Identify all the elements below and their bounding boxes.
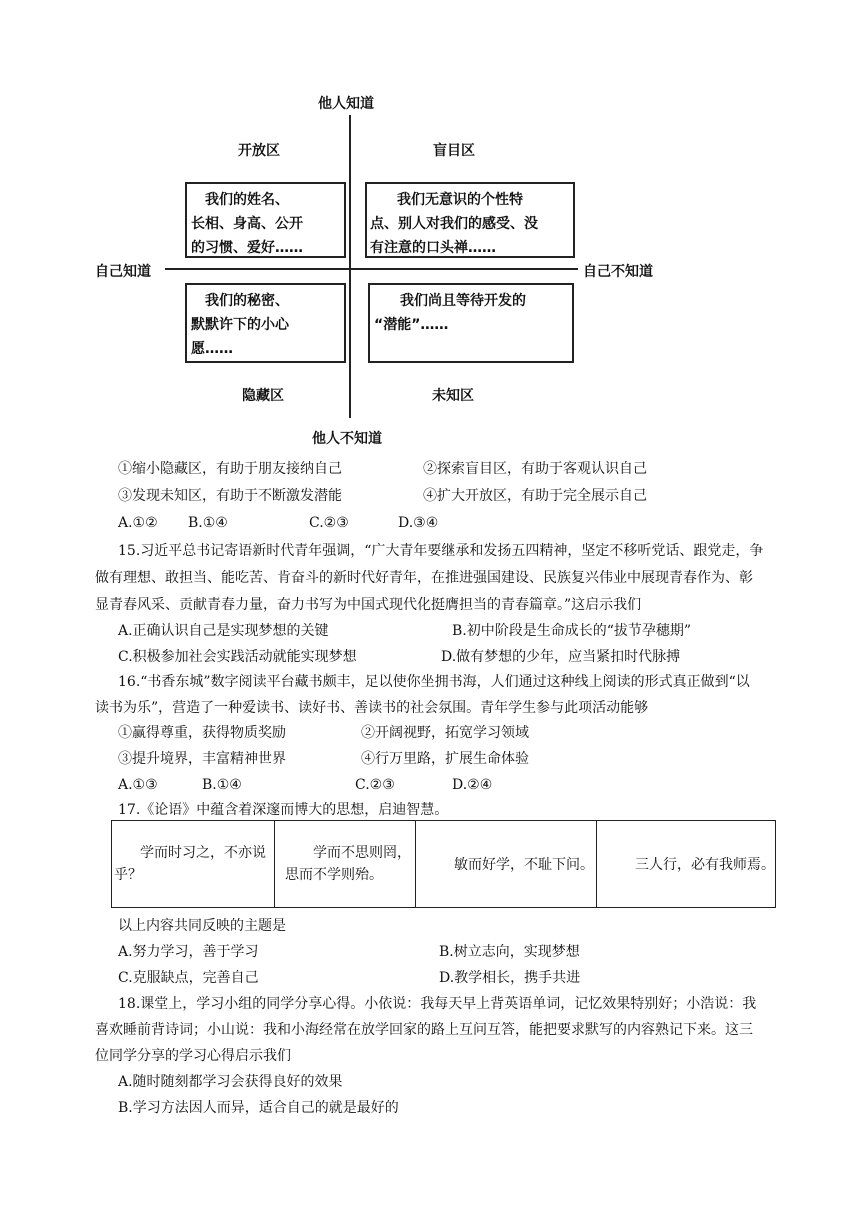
cell-4-text: 三人行，必有我师焉。	[635, 857, 775, 873]
box-blind-line-2: 点、别人对我们的感受、没	[370, 216, 538, 232]
q14-statement-1: ①缩小隐藏区，有助于朋友接纳自己	[118, 461, 342, 477]
q14-statement-3: ③发现未知区，有助于不断激发潜能	[118, 488, 342, 504]
box-hidden-line-3: 愿……	[191, 341, 233, 357]
analects-table	[111, 820, 776, 908]
q18-choice-b: B.学习方法因人而异，适合自己的就是最好的	[118, 1100, 399, 1116]
q16-statement-4: ④行万里路，扩展生命体验	[361, 751, 529, 767]
q15-choice-a: A.正确认识自己是实现梦想的关键	[118, 623, 329, 639]
box-open-area	[185, 182, 346, 258]
axis-label-top: 他人知道	[318, 96, 374, 112]
q17-choice-d: D.教学相长，携手共进	[439, 970, 581, 986]
q16-choice-c: C.②③	[355, 777, 395, 793]
q16-statement-1: ①赢得尊重，获得物质奖励	[118, 725, 286, 741]
q15-stem-line-3: 显青春风采、贡献青春力量，奋力书写为中国式现代化挺膺担当的青春篇章。”这启示我们	[95, 597, 642, 613]
q18-choice-a: A.随时随刻都学习会获得良好的效果	[118, 1074, 343, 1090]
q18-stem-line-3: 位同学分享的学习心得启示我们	[95, 1048, 291, 1064]
axis-label-left: 自己知道	[95, 264, 151, 280]
box-blind-line-1: 我们无意识的个性特	[397, 192, 523, 208]
box-open-line-3: 的习惯、爱好……	[191, 240, 303, 256]
cell-1-line-1: 学而时习之，不亦说	[140, 845, 266, 861]
q16-choice-d: D.②④	[452, 777, 493, 793]
q14-statement-2: ②探索盲目区，有助于客观认识自己	[423, 461, 647, 477]
q16-stem-line-1: 16.“书香东城”数字阅读平台藏书颇丰，足以使你坐拥书海，人们通过这种线上阅读的形式真正做到“以	[118, 674, 750, 690]
table-cell-3	[416, 821, 597, 908]
q16-statement-2: ②开阔视野，拓宽学习领域	[361, 725, 529, 741]
box-unknown-area	[368, 283, 574, 363]
table-cell-2	[275, 821, 416, 908]
q15-stem-line-2: 做有理想、敢担当、能吃苦、肯奋斗的新时代好青年，在推进强国建设、民族复兴伟业中展现青春作为、彰	[95, 570, 753, 586]
q15-choice-d: D.做有梦想的少年，应当紧扣时代脉搏	[441, 649, 681, 665]
q18-stem-line-2: 喜欢睡前背诗词；小山说：我和小海经常在放学回家的路上互问互答，能把要求默写的内容熟记下来。这三	[95, 1022, 753, 1038]
q16-statement-3: ③提升境界，丰富精神世界	[118, 751, 286, 767]
q18-stem-line-1: 18.课堂上，学习小组的同学分享心得。小依说：我每天早上背英语单词，记忆效果特别好；小浩说：我	[118, 996, 757, 1012]
region-label-hidden: 隐藏区	[242, 388, 284, 404]
cell-3-text: 敏而好学，不耻下问。	[454, 857, 594, 873]
q15-choice-b: B.初中阶段是生命成长的“拔节孕穗期”	[452, 623, 692, 639]
box-hidden-area	[185, 283, 346, 363]
box-hidden-line-2: 默默许下的小心	[191, 317, 289, 333]
q15-stem-line-1: 15.习近平总书记寄语新时代青年强调，“广大青年要继承和发扬五四精神，坚定不移听党话、跟党走，争	[118, 543, 764, 559]
axis-label-right: 自己不知道	[583, 264, 653, 280]
q16-choice-b: B.①④	[202, 777, 242, 793]
region-label-blind: 盲目区	[433, 143, 475, 159]
q14-choice-d: D.③④	[398, 515, 439, 531]
q17-stem: 17.《论语》中蕴含着深邃而博大的思想，启迪智慧。	[118, 802, 449, 818]
q14-choice-a: A.①②	[118, 515, 158, 531]
q16-choice-a: A.①③	[118, 777, 158, 793]
q14-statement-4: ④扩大开放区，有助于完全展示自己	[423, 488, 647, 504]
box-unknown-line-1: 我们尚且等待开发的	[400, 293, 526, 309]
q17-choice-b: B.树立志向，实现梦想	[439, 944, 580, 960]
region-label-unknown: 未知区	[432, 388, 474, 404]
q14-choice-b: B.①④	[188, 515, 228, 531]
q16-stem-line-2: 读书为乐”，营造了一种爱读书、读好书、善读书的社会氛围。青年学生参与此项活动能够	[95, 700, 649, 716]
q15-choice-c: C.积极参加社会实践活动就能实现梦想	[118, 649, 357, 665]
region-label-open: 开放区	[238, 143, 280, 159]
q14-choice-c: C.②③	[309, 515, 349, 531]
box-hidden-line-1: 我们的秘密、	[205, 293, 289, 309]
q17-choice-a: A.努力学习，善于学习	[118, 944, 259, 960]
table-cell-1	[112, 821, 275, 908]
box-unknown-line-2: “潜能”……	[374, 317, 449, 333]
box-blind-area	[365, 182, 575, 258]
q17-question: 以上内容共同反映的主题是	[118, 918, 286, 934]
axis-label-bottom: 他人不知道	[312, 431, 382, 447]
cell-1-line-2: 乎？	[114, 867, 142, 883]
table-row	[112, 821, 776, 908]
cell-2-line-2: 思而不学则殆。	[285, 867, 383, 883]
box-open-line-2: 长相、身高、公开	[191, 216, 303, 232]
box-blind-line-3: 有注意的口头禅……	[370, 240, 496, 256]
q17-choice-c: C.克服缺点，完善自己	[118, 970, 259, 986]
box-open-line-1: 我们的姓名、	[205, 192, 289, 208]
cell-2-line-1: 学而不思则罔，	[313, 845, 411, 861]
table-cell-4	[597, 821, 776, 908]
